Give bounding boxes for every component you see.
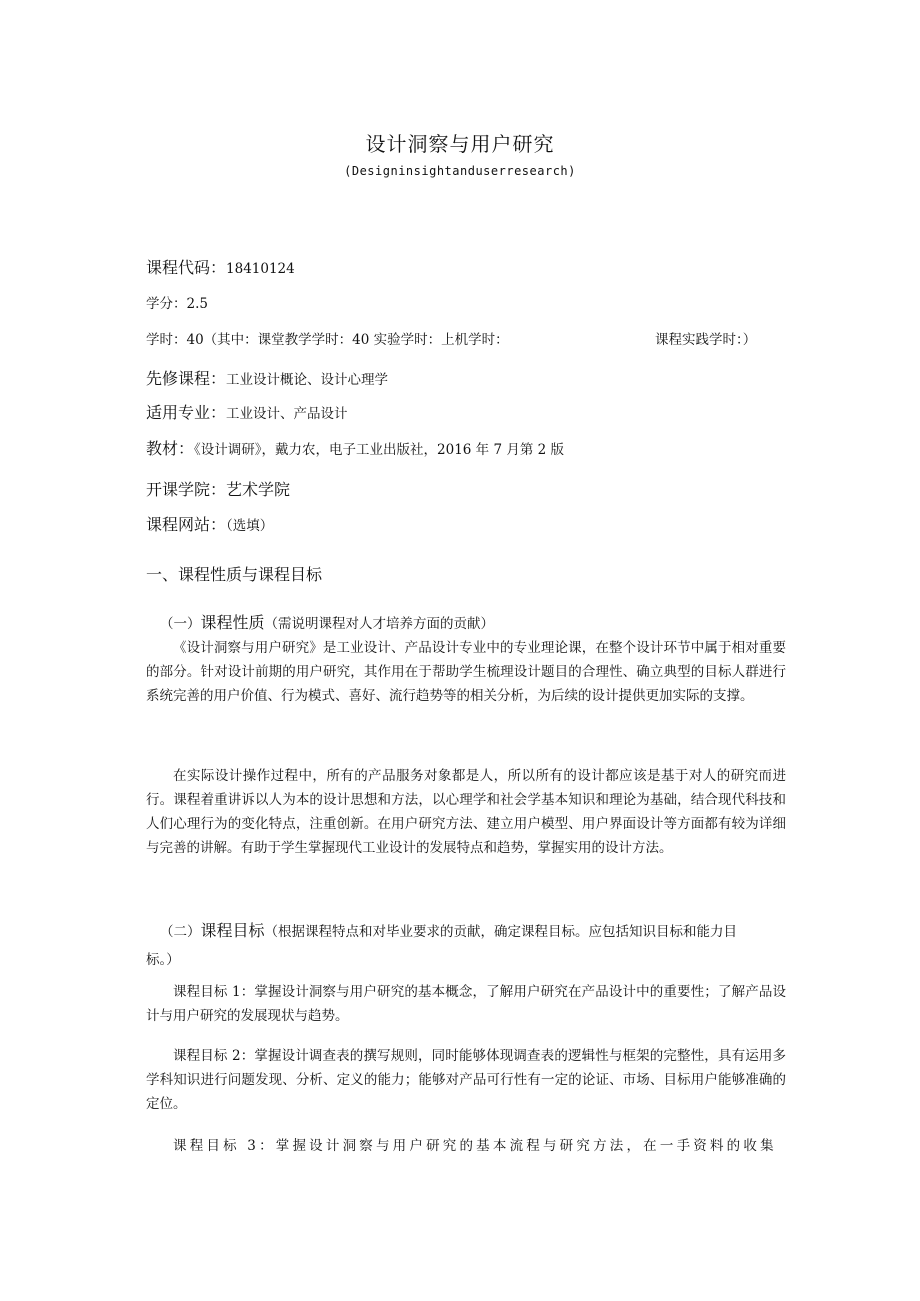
credit-row: 学分：2.5: [146, 296, 208, 312]
college-label: 开课学院：: [146, 480, 227, 499]
document-subtitle: (Designinsightanduserresearch): [344, 164, 576, 178]
subsection-goals-title: 课程目标: [200, 921, 265, 940]
nature-paragraph-1: 《设计洞察与用户研究》是工业设计、产品设计专业中的专业理论课，在整个设计环节中属于相对重要的部分。针对设计前期的用户研究，其作用在于帮助学生梳理设计题目的合理性、确立典型的目标人群进行系统完善的用户价值、行为模式、喜好、流行趋势等的相关分析，为后续的设计提供更加实际的支撑。: [146, 640, 786, 704]
section-heading: 一、课程性质与课程目标: [146, 565, 323, 584]
subsection-nature-note: （需说明课程对人才培养方面的贡献）: [264, 616, 495, 632]
subsection-nature-prefix: （一）: [160, 616, 201, 632]
major-row: [146, 400, 348, 423]
subsection-goals-note-line2: 标。）: [146, 952, 180, 968]
hours-main: 学时：40（其中：课堂教学学时：40 实验学时：上机学时：: [146, 332, 509, 348]
course-code-value: 18410124: [226, 261, 295, 277]
goal-2: 课程目标 2：掌握设计调查表的撰写规则，同时能够体现调查表的逻辑性与框架的完整性，具有运用多学科知识进行问题发现、分析、定义的能力；能够对产品可行性有一定的论证、市场、目标用户能够准确的定位。: [146, 1048, 786, 1112]
subsection-goals-prefix: （二）: [160, 924, 201, 940]
prerequisite-value: 工业设计概论、设计心理学: [226, 372, 389, 388]
subsection-nature-title: 课程性质: [200, 613, 265, 632]
college-value: 艺术学院: [226, 480, 291, 499]
course-code-row: [146, 255, 295, 278]
textbook-value: 《设计调研》，戴力农，电子工业出版社，2016 年 7 月第 2 版: [194, 442, 565, 458]
prerequisite-row: [146, 366, 388, 389]
website-label: 课程网站：: [146, 515, 227, 534]
nature-paragraph-2: 在实际设计操作过程中，所有的产品服务对象都是人，所以所有的设计都应该是基于对人的研究而进行。课程着重讲诉以人为本的设计思想和方法，以心理学和社会学基本知识和理论为基础，结合现代科技和人们心理行为的变化特点，注重创新。在用户研究方法、建立用户模型、用户界面设计等方面都有较为详细与完善的讲解。有助于学生掌握现代工业设计的发展特点和趋势，掌握实用的设计方法。: [146, 768, 786, 856]
college-row: [146, 477, 290, 500]
prerequisite-label: 先修课程：: [146, 369, 227, 388]
subsection-nature: [160, 610, 494, 633]
subsection-goals: [160, 918, 737, 941]
course-code-label: 课程代码：: [146, 258, 227, 277]
textbook-label: 教材：: [146, 439, 195, 458]
goal-3: 课程目标 3：掌握设计洞察与用户研究的基本流程与研究方法，在一手资料的收集: [173, 1138, 777, 1154]
hours-row: [146, 328, 509, 348]
website-value: （选填）: [226, 518, 274, 534]
website-row: [146, 512, 273, 535]
subsection-goals-note-line1: （根据课程特点和对毕业要求的贡献，确定课程目标。应包括知识目标和能力目: [264, 924, 738, 940]
major-label: 适用专业：: [146, 403, 227, 422]
practice-hours: 课程实践学时：）: [655, 332, 757, 348]
major-value: 工业设计、产品设计: [226, 406, 348, 422]
textbook-row: [146, 436, 564, 459]
goal-1: 课程目标 1：掌握设计洞察与用户研究的基本概念，了解用户研究在产品设计中的重要性；了解产品设计与用户研究的发展现状与趋势。: [146, 984, 786, 1024]
document-title: 设计洞察与用户研究: [365, 132, 555, 156]
